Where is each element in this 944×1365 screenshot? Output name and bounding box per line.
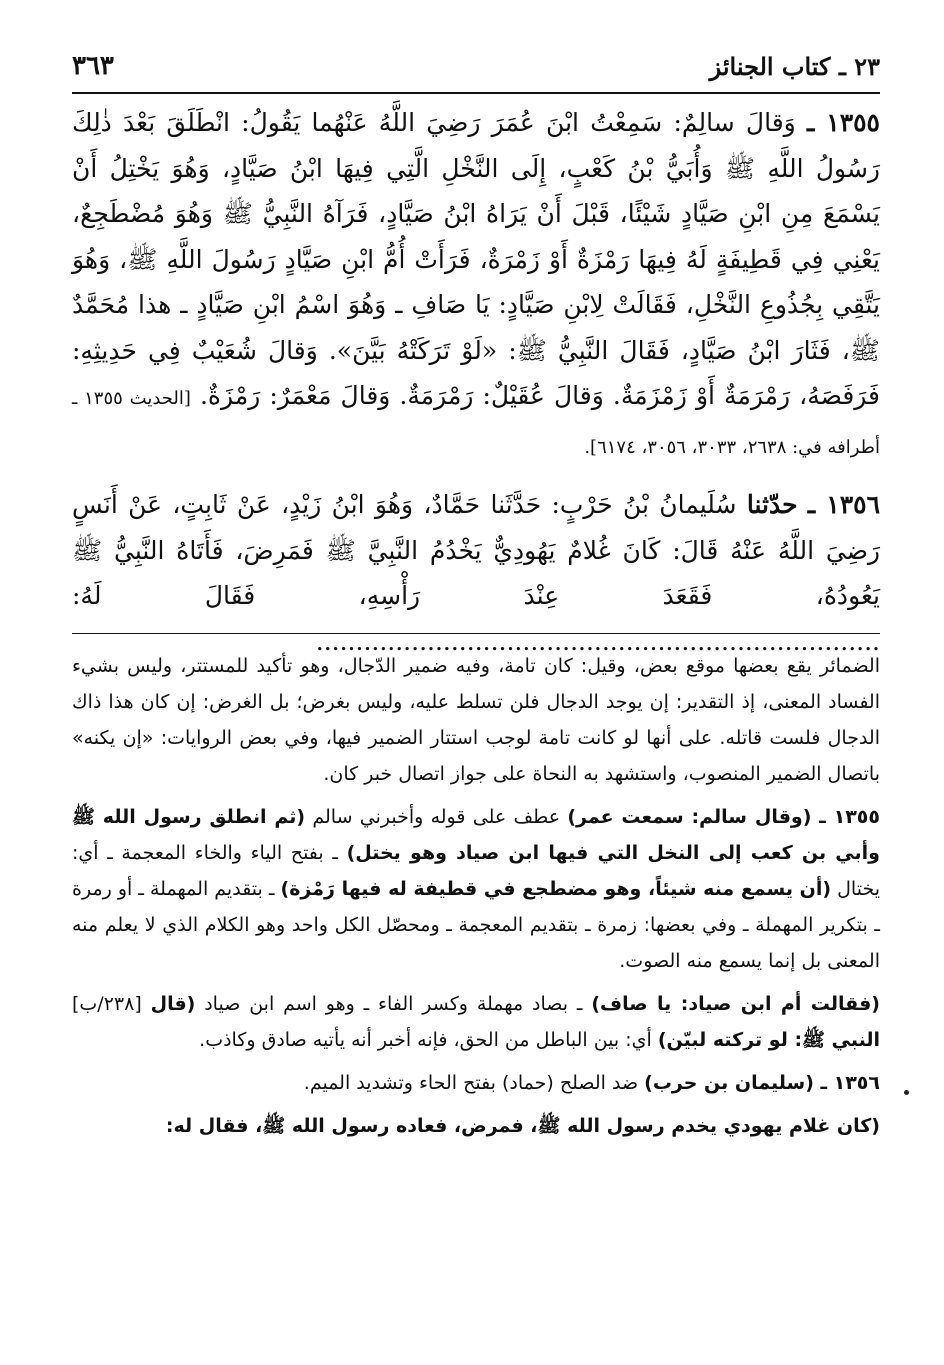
hadith-number: ١٣٥٦ ـ (807, 490, 880, 519)
commentary-1356 (72, 1065, 880, 1101)
page-number: ٣٦٣ (72, 51, 114, 81)
margin-dot (904, 1090, 909, 1095)
hadith-1355 (72, 100, 880, 470)
chapter-title: ٢٣ ـ كتاب الجنائز (709, 51, 880, 81)
footnote-separator (72, 633, 880, 634)
commentary-lemma: (ثم انطلق رسول الله ﷺ وأبي بن كعب إلى النخل التي فيها ابن صياد وهو يختل) (72, 806, 880, 864)
commentary-text (72, 648, 880, 1151)
commentary-ghulam (72, 1108, 880, 1144)
commentary-lemma: (قال (150, 993, 196, 1015)
page-header (72, 40, 880, 94)
commentary-body: ـ بتقديم المهملة ـ أو رمرة ـ بتكرير المهملة ـ وفي بعضها: زمرة ـ بتقديم المعجمة ـ ومحصّل الكل واحد وهو الكلام الذي لا يعلم منه المعنى بل إنما يسمع منه الصوت. (72, 878, 880, 972)
continuation-dots: ....................................................................... (315, 626, 880, 656)
folio-marker: [٢٣٨/ب] (72, 993, 142, 1015)
commentary-body: الضمائر يقع بعضها موقع بعض، وقيل: كان تامة، وفيه ضمير الدّجال، وهو تأكيد للمستتر، وليس بشيء الفساد المعنى، إذ التقدير: إن يوجد الدجال فلن تسلط عليه، وليس بغرض؛ بل الغرض: إن كان هذا ذاك الدجال فلست قاتله. على أنها لو كانت تامة لوجب استتار الضمير فيها، وفي بعض الروايات: «إن يكنه» باتصال الضمير المنصوب، واستشهد به النحاة على جواز اتصال خبر كان. (72, 655, 880, 785)
hadith-body: وَقالَ سالِمٌ: سَمِعْتُ ابْنَ عُمَرَ رَضِيَ اللَّهُ عَنْهُما يَقُولُ: انْطَلَقَ بَعْدَ ذٰلِكَ رَسُولُ اللَّهِ ﷺ وَأُبَيُّ بْنُ كَعْبٍ، إِلَى النَّخْلِ الَّتِي فِيهَا ابْنُ صَيَّادٍ، وَهُوَ يَخْتِلُ أَنْ يَسْمَعَ مِنِ ابْنِ صَيَّادٍ شَيْئًا، قَبْلَ أَنْ يَرَاهُ ابْنُ صَيَّادٍ، فَرَآهُ النَّبِيُّ ﷺ وَهُوَ مُضْطَجِعٌ، يَعْنِي فِي قَطِيفَةٍ لَهُ فِيهَا رَمْزَةٌ أَوْ زَمْرَةٌ، فَرَأَتْ أُمُّ ابْنِ صَيَّادٍ رَسُولَ اللَّهِ ﷺ، وَهُوَ يَتَّقِي بِجُذُوعِ النَّخْلِ، فَقَالَتْ لِابْنِ صَيَّادٍ: يَا صَافِ ـ وَهُوَ اسْمُ ابْنِ صَيَّادٍ ـ هذا مُحَمَّدٌ ﷺ، فَثَارَ ابْنُ صَيَّادٍ، فَقَالَ النَّبِيُّ ﷺ: «لَوْ تَرَكَتْهُ بَيَّنَ». وَقالَ شُعَيْبٌ فِي حَدِيثِهِ: فَرَفَصَهُ، رَمْرَمَةٌ أَوْ زَمْزَمَةٌ. وَقالَ عُقَيْلٌ: رَمْرَمَةٌ. وَقالَ مَعْمَرٌ: رَمْزَةٌ. (72, 108, 881, 410)
hadith-1356 (72, 482, 880, 664)
commentary-body: ضد الصلح (حماد) بفتح الحاء وتشديد الميم. (303, 1072, 639, 1094)
commentary-ibn-sayyad (72, 986, 880, 1058)
hadith-text (72, 100, 880, 676)
hadith-lead-word: حدّثنا (746, 490, 798, 519)
commentary-lemma: (فقالت أم ابن صياد: يا صاف) (591, 993, 880, 1015)
commentary-lemma: (أن يسمع منه شيئاً، وهو مضطجع في قطيفة له فيها رَمْزة) (280, 878, 832, 900)
commentary-body: ـ بفتح الياء والخاء المعجمة ـ أي: يختال (72, 842, 881, 900)
commentary-body: أي: بين الباطل من الحق، فإنه أخبر أنه يأتيه صادق وكاذب. (199, 1029, 652, 1051)
hadith-reference-note: [الحديث ١٣٥٥ ـ أطرافه في: ٢٦٣٨، ٣٠٣٣، ٣٠٥٦، ٦١٧٤]. (72, 388, 880, 458)
commentary-lemma: ١٣٥٥ ـ (وقال سالم: سمعت عمر) (567, 806, 880, 828)
commentary-body: عطف على قوله وأخبرني سالم (312, 806, 561, 828)
commentary-1355 (72, 799, 880, 979)
commentary-paragraph (72, 648, 880, 792)
hadith-number: ١٣٥٥ ـ (806, 108, 880, 137)
commentary-lemma: النبي ﷺ: لو تركته لبيّن) (657, 1029, 880, 1051)
commentary-lemma: (كان غلام يهودي يخدم رسول الله ﷺ، فمرض، فعاده رسول الله ﷺ، فقال له: (165, 1115, 880, 1137)
commentary-lemma: ١٣٥٦ ـ (سليمان بن حرب) (644, 1072, 880, 1094)
commentary-body: ـ بصاد مهملة وكسر الفاء ـ وهو اسم ابن صياد (204, 993, 583, 1015)
hadith-body: سُلَيمانُ بْنُ حَرْبٍ: حَدَّثَنا حَمَّادٌ، وَهُوَ ابْنُ زَيْدٍ، عَنْ ثَابِتٍ، عَنْ أَنَسٍ رَضِيَ اللَّهُ عَنْهُ قَالَ: كَانَ غُلامٌ يَهُودِيٌّ يَخْدُمُ النَّبِيَّ ﷺ فَمَرِضَ، فَأَتَاهُ النَّبِيُّ ﷺ يَعُودُهُ، فَقَعَدَ عِنْدَ رَأْسِهِ، فَقَالَ لَهُ: (72, 490, 880, 610)
